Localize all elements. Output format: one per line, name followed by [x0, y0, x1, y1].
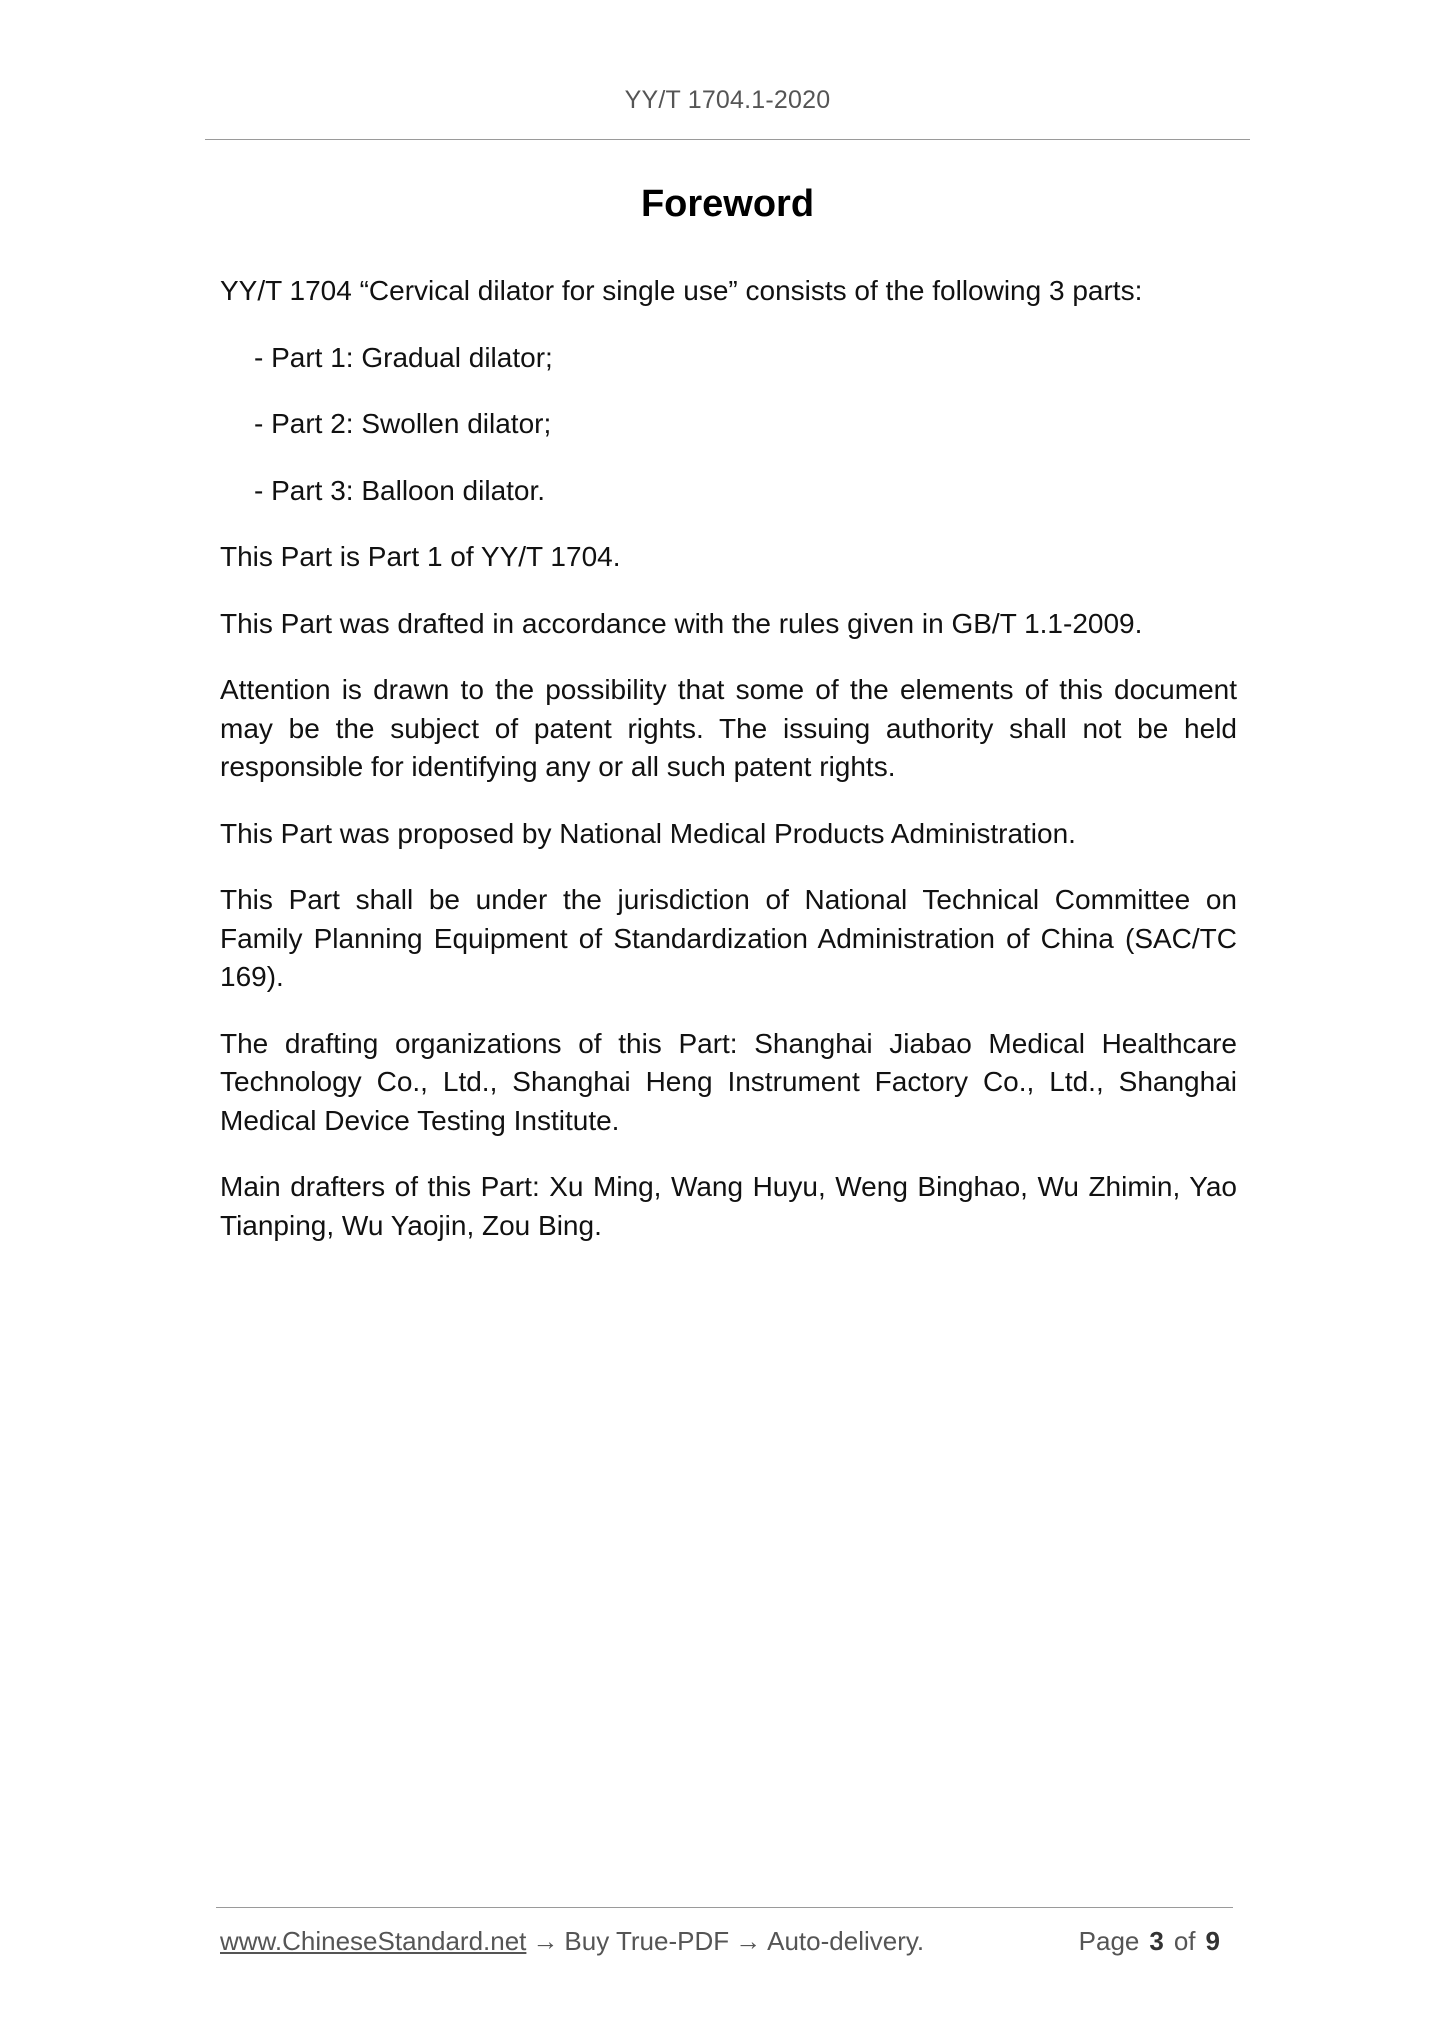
intro-paragraph: YY/T 1704 “Cervical dilator for single use” consists of the following 3 parts:	[220, 275, 1143, 306]
page-indicator	[1079, 1926, 1230, 1957]
drafting-rules-paragraph: This Part was drafted in accordance with the rules given in GB/T 1.1-2009.	[220, 607, 1143, 639]
footer-promo	[220, 1926, 924, 1957]
document-header-id: YY/T 1704.1-2020	[624, 86, 831, 114]
drafting-organizations-paragraph: The drafting organizations of this Part: Shanghai Jiabao Medical Healthcare Technology Co., Ltd., Shanghai Heng Instrument Factory Co., Ltd., Shanghai Medical Device Testing Institute.	[220, 1027, 1237, 1136]
arrow-right-icon: →	[532, 1926, 559, 1956]
list-item-part-3: - Part 3: Balloon dilator.	[254, 474, 546, 506]
of-label: of	[1173, 1926, 1196, 1956]
jurisdiction-paragraph: This Part shall be under the jurisdiction of National Technical Committee on Family Planning Equipment of Standardization Administration of China (SAC/TC 169).	[220, 884, 1237, 992]
page-label: Page	[1078, 1926, 1140, 1956]
arrow-right-icon: →	[735, 1926, 762, 1956]
list-item-part-2: - Part 2: Swollen dilator;	[254, 408, 552, 439]
header-divider	[205, 139, 1250, 140]
footer-divider	[216, 1907, 1233, 1908]
auto-delivery-text: Auto-delivery.	[767, 1926, 925, 1956]
website-link[interactable]: www.ChineseStandard.net	[220, 1926, 527, 1956]
main-drafters-paragraph: Main drafters of this Part: Xu Ming, Wang Huyu, Weng Binghao, Wu Zhimin, Yao Tianping, Wu Yaojin, Zou Bing.	[220, 1171, 1237, 1241]
page-current-number: 3	[1149, 1926, 1164, 1956]
proposer-paragraph: This Part was proposed by National Medical Products Administration.	[220, 817, 1076, 849]
patent-notice-paragraph: Attention is drawn to the possibility that some of the elements of this document may be the subject of patent rights. The issuing authority shall not be held responsible for identifying any or all such patent rights.	[220, 674, 1237, 782]
list-item-part-1: - Part 1: Gradual dilator;	[254, 341, 553, 373]
buy-true-pdf-text: Buy True-PDF	[564, 1926, 730, 1956]
page-title: Foreword	[640, 183, 815, 225]
part-number-paragraph: This Part is Part 1 of YY/T 1704.	[220, 541, 621, 572]
document-body	[220, 272, 1237, 1273]
page-total-number: 9	[1205, 1926, 1220, 1956]
